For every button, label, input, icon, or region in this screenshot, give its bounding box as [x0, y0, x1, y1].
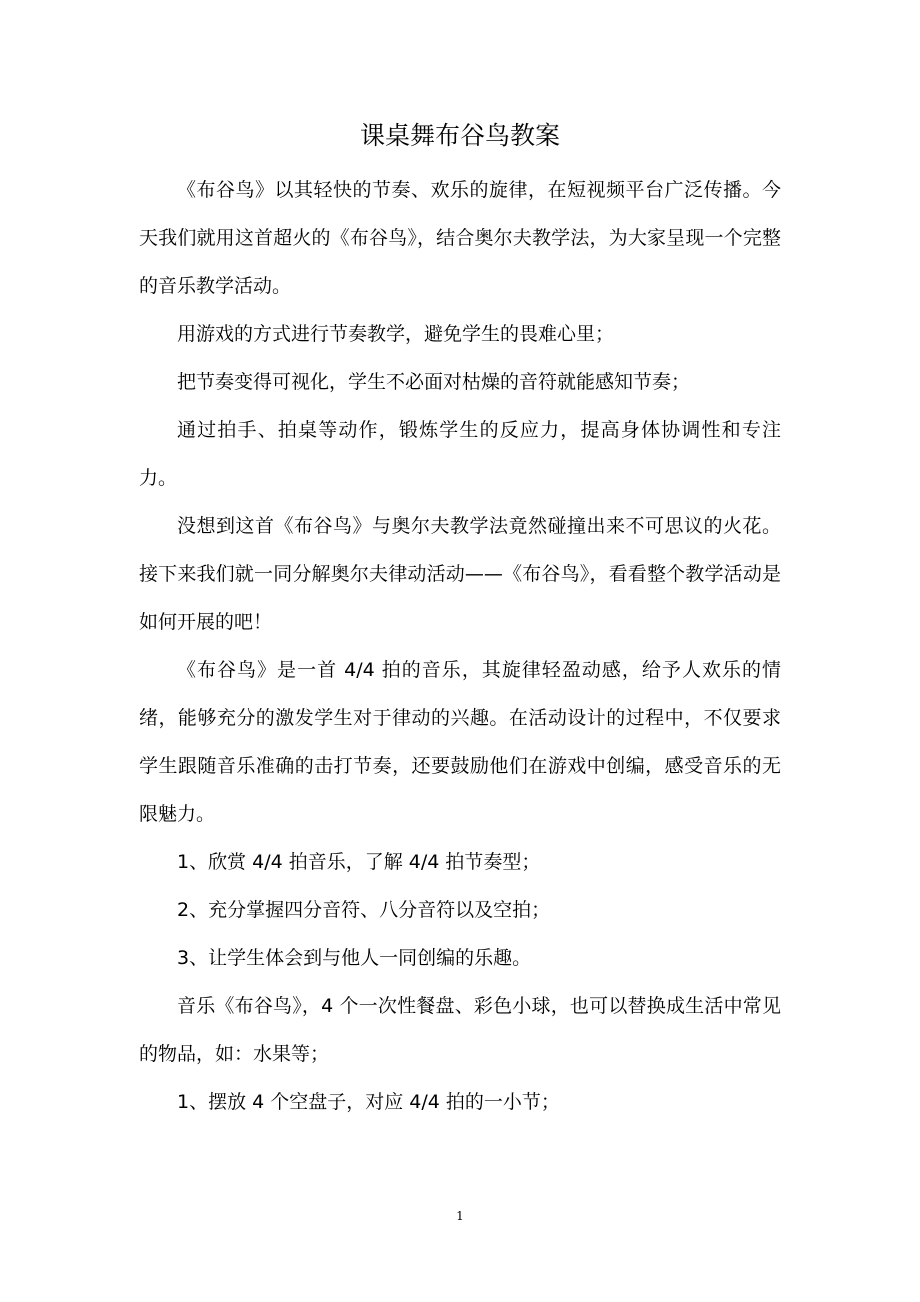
paragraph-objective-3: 3、让学生体会到与他人一同创编的乐趣。	[177, 947, 532, 969]
page-number: 1	[456, 1209, 464, 1223]
paragraph-music-analysis: 《布谷鸟》是一首 4/4 拍的音乐，其旋律轻盈动感，给予人欢乐的情绪，能够充分的激发学生对于律动的兴趣。在活动设计的过程中，不仅要求学生跟随音乐准确的击打节奏，还要鼓励他们在游戏中创编，感受音乐的无限魅力。	[139, 659, 781, 825]
paragraph-intro: 《布谷鸟》以其轻快的节奏、欢乐的旋律，在短视频平台广泛传播。今天我们就用这首超火的《布谷鸟》，结合奥尔夫教学法，为大家呈现一个完整的音乐教学活动。	[139, 179, 781, 297]
paragraph-objective-2: 2、充分掌握四分音符、八分音符以及空拍；	[177, 899, 551, 921]
document-title: 课桌舞布谷鸟教案	[359, 121, 560, 150]
document-body	[139, 166, 781, 1126]
paragraph-transition: 没想到这首《布谷鸟》与奥尔夫教学法竟然碰撞出来不可思议的火花。接下来我们就一同分解奥尔夫律动活动——《布谷鸟》，看看整个教学活动是如何开展的吧！	[139, 515, 781, 633]
paragraph-objective-1: 1、欣赏 4/4 拍音乐，了解 4/4 拍节奏型；	[177, 851, 541, 873]
paragraph-goal-game: 用游戏的方式进行节奏教学，避免学生的畏难心里；	[177, 323, 615, 345]
paragraph-goal-motion: 通过拍手、拍桌等动作，锻炼学生的反应力，提高身体协调性和专注力。	[139, 419, 781, 489]
paragraph-materials: 音乐《布谷鸟》，4 个一次性餐盘、彩色小球，也可以替换成生活中常见的物品，如：水果等；	[139, 995, 781, 1065]
paragraph-goal-visual: 把节奏变得可视化，学生不必面对枯燥的音符就能感知节奏；	[177, 371, 691, 393]
paragraph-step-1: 1、摆放 4 个空盘子，对应 4/4 拍的一小节；	[177, 1091, 560, 1113]
